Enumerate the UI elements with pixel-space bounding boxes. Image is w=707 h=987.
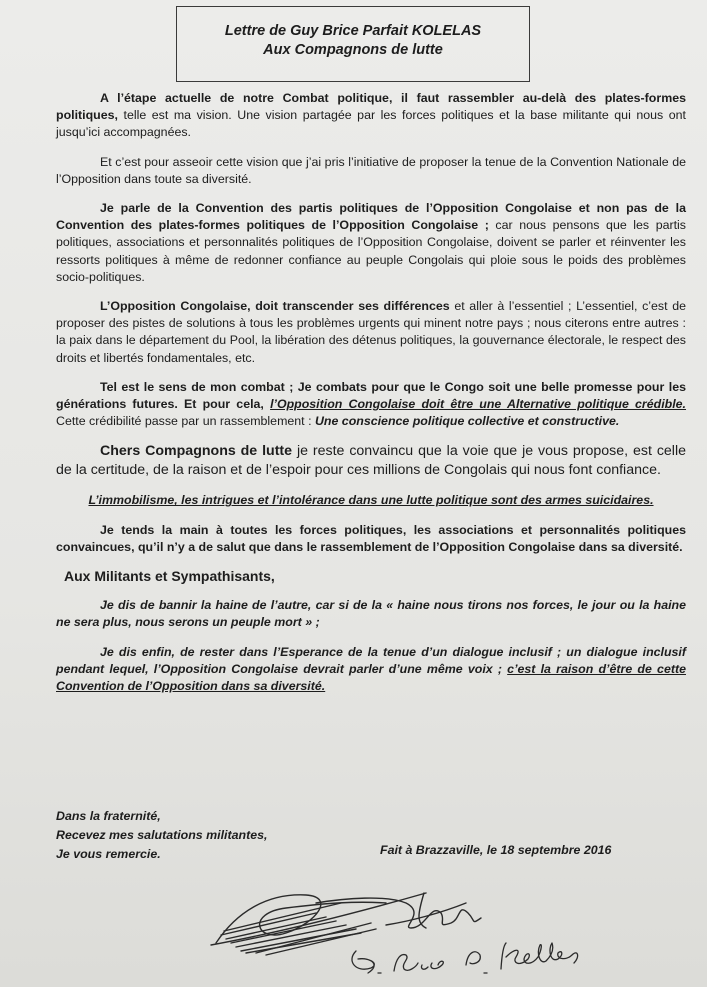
paragraph-5 <box>56 379 686 431</box>
paragraph-5-text: Cette crédibilité passe par un rassemblement : <box>56 414 315 429</box>
closing-line-2: Recevez mes salutations militantes, <box>56 828 268 842</box>
paragraph-3 <box>56 200 686 286</box>
paragraph-6 <box>56 442 686 480</box>
paragraph-10-underlined: c’est la raison d’être de cette Convention de l’Opposition dans sa diversité. <box>56 661 686 694</box>
paragraph-1-bold: A l’étape actuelle de notre Combat politique, il faut rassembler au-delà des plates-formes politiques, <box>56 91 686 123</box>
paragraph-5-bold: Tel est le sens de mon combat ; Je combats pour que le Congo soit une belle promesse pour les générations futures. Et pour cela, <box>56 379 686 412</box>
paragraph-3-rest: car nous pensons que les partis politiques, associations et personnalités politiques de l’Opposition Congolaise, doivent se parler et réinventer les ressorts politiques à même de redonner confiance au peuple Congolais qui ploie sous le poids des problèmes socio-politiques. <box>56 218 686 284</box>
paragraph-2: Et c’est pour asseoir cette vision que j’ai pris l’initiative de proposer la tenue de la Convention Nationale de l’Opposition dans toute sa diversité. <box>56 154 686 186</box>
closing-lines <box>56 807 336 864</box>
letter-body <box>56 90 686 707</box>
paragraph-3-bold: Je parle de la Convention des partis politiques de l’Opposition Congolaise et non pas de la Convention des plates-formes politiques de l’Opposition Congolaise ; <box>56 201 686 233</box>
paragraph-4-bold: L’Opposition Congolaise, doit transcender ses différences <box>100 299 450 314</box>
paragraph-7: L’immobilisme, les intrigues et l’intolérance dans une lutte politique sont des armes suicidaires. <box>88 493 654 508</box>
letter-title: Lettre de Guy Brice Parfait KOLELAS <box>224 23 482 39</box>
paragraph-6-greeting: Chers Compagnons de lutte <box>100 443 293 460</box>
paragraph-6-rest: je reste convaincu que la voie que je vous propose, est celle de la certitude, de la raison et de l’espoir pour ces millions de Congolais qui nous font confiance. <box>56 443 686 479</box>
signature-name-handwritten <box>352 943 578 973</box>
paragraph-5-italic: Une conscience politique collective et constructive. <box>314 414 620 429</box>
handwritten-signature <box>196 873 616 985</box>
closing-line-1: Dans la fraternité, <box>56 809 161 823</box>
paragraph-5-emphasis: l’Opposition Congolaise doit être une Alternative politique crédible. <box>270 397 687 412</box>
paragraph-10-text: Je dis enfin, de rester dans l’Esperance de la tenue d’un dialogue inclusif ; un dialogue inclusif pendant lequel, l’Opposition Congolaise devrait parler d’une même voix ; <box>56 644 686 676</box>
title-box <box>176 6 530 82</box>
closing-line-3: Je vous remercie. <box>56 847 161 861</box>
letter-subtitle: Aux Compagnons de lutte <box>263 42 443 58</box>
place-and-date: Fait à Brazzaville, le 18 septembre 2016 <box>380 843 612 857</box>
paragraph-9: Je dis de bannir la haine de l’autre, car si de la « haine nous tirons nos forces, le jour ou la haine ne sera plus, nous serons un peuple mort » ; <box>56 598 686 630</box>
paragraph-1 <box>56 90 686 142</box>
signature-scribble <box>211 893 481 955</box>
paragraph-8: Je tends la main à toutes les forces politiques, les associations et personnalités politiques convaincues, qu’il n’y a de salut que dans le rassemblement de l’Opposition Congolaise dans sa diversité. <box>56 522 686 554</box>
paragraph-4 <box>56 298 686 367</box>
paragraph-10 <box>56 644 686 696</box>
paragraph-4-rest: et aller à l’essentiel ; L’essentiel, c’est de proposer des pistes de solutions à tous les problèmes urgents qui minent notre pays ; nous citerons entre autres : la paix dans le département du Pool, la libération des détenus politiques, la gouvernance électorale, le respect des droits et libertés fondamentales, etc. <box>56 299 686 365</box>
section-heading: Aux Militants et Sympathisants, <box>64 568 275 585</box>
paragraph-1-rest: telle est ma vision. Une vision partagée par les forces politiques et la base militante qui nous ont jusqu’ici accompagnées. <box>56 108 686 140</box>
